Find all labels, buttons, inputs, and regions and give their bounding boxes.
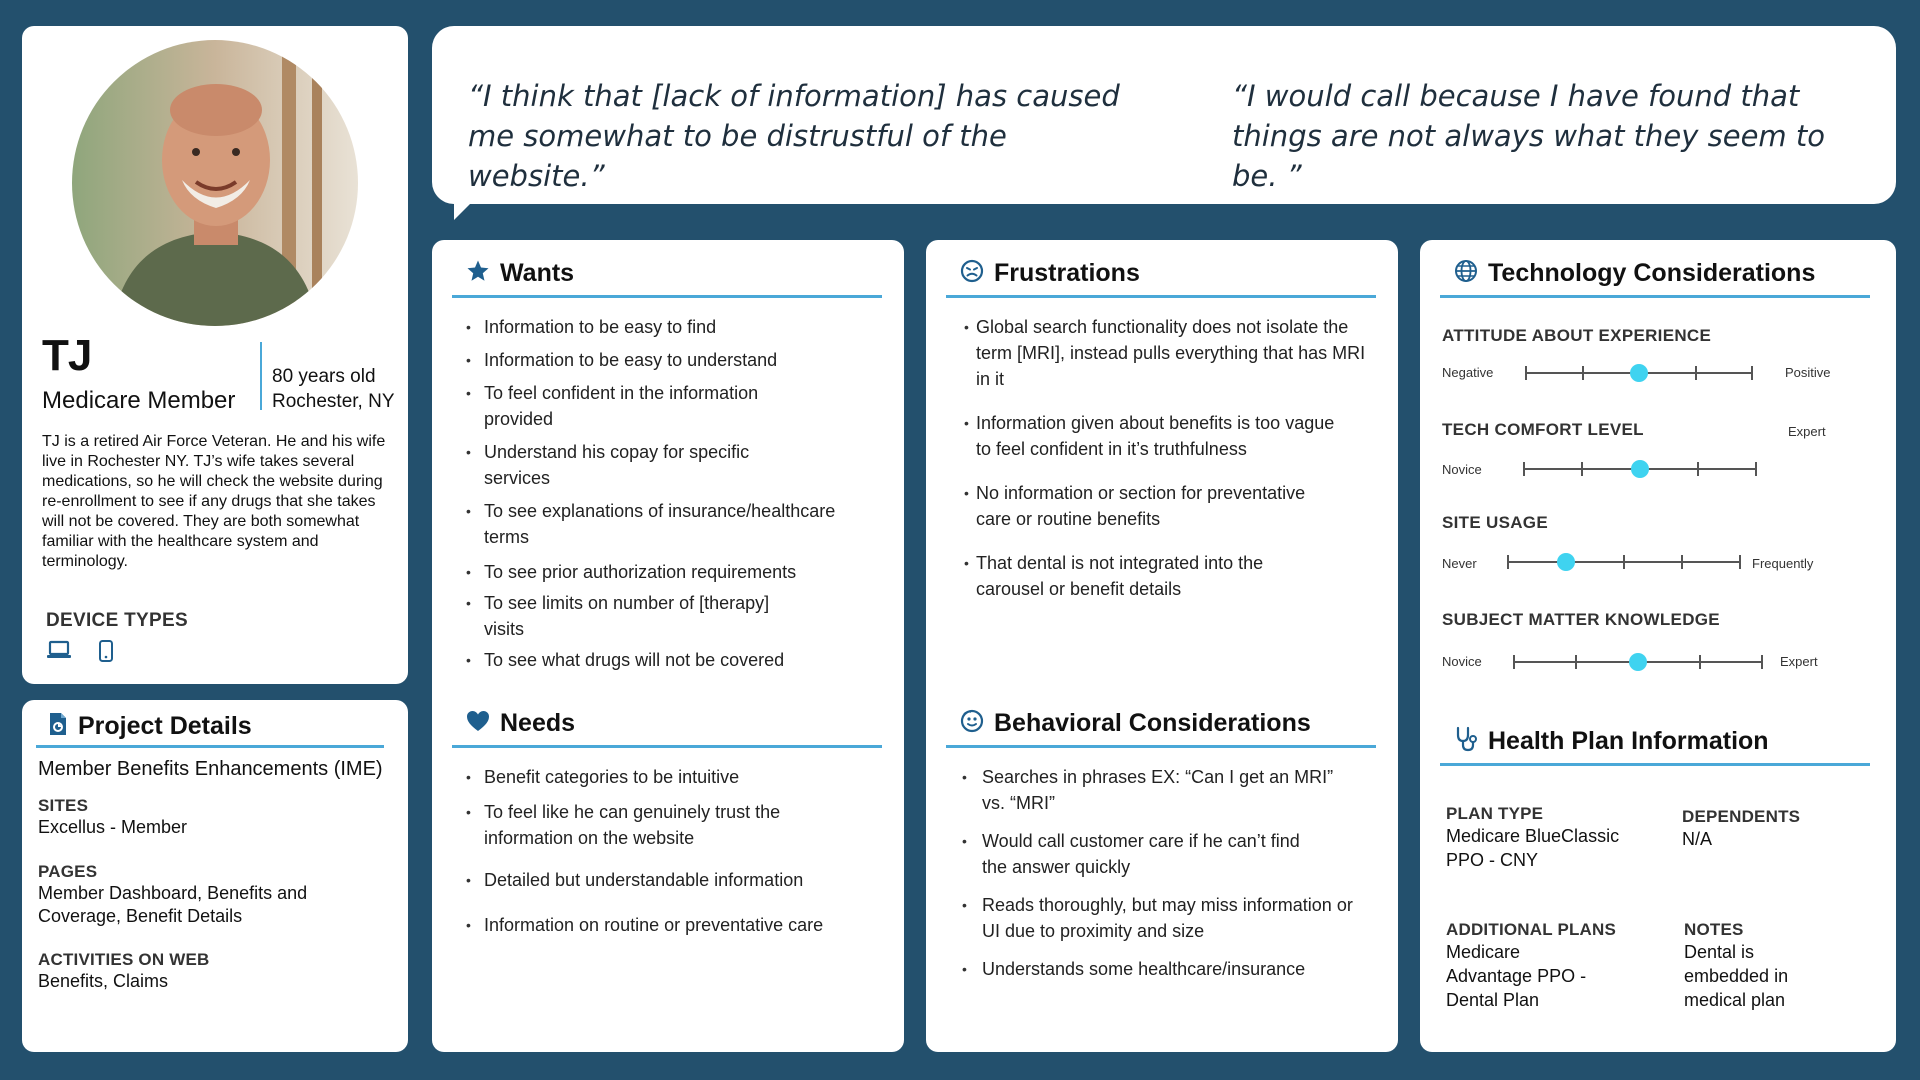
scale-tick [1695, 366, 1697, 380]
project-details-title: Project Details [78, 712, 252, 740]
needs-list [466, 764, 876, 938]
brain-face-icon [960, 709, 984, 738]
wants-list [466, 314, 876, 673]
technology-header [1440, 252, 1870, 298]
health-plan-header [1440, 720, 1870, 766]
pages-value: Member Dashboard, Benefits and Coverage, Benefit Details [38, 883, 308, 926]
list-item: • To feel like he can genuinely trust the information on the website [466, 799, 806, 851]
dependents-value: N/A [1682, 829, 1713, 849]
device-types-title: DEVICE TYPES [46, 610, 188, 631]
list-item: • Global search functionality does not isolate the term [MRI], instead pulls everything that has MRI in it [964, 314, 1384, 392]
list-item: • To see what drugs will not be covered [466, 647, 876, 673]
sites-value: Excellus - Member [38, 817, 188, 837]
behavioral-title: Behavioral Considerations [994, 709, 1311, 737]
knowledge-min-label: Novice [1442, 654, 1482, 669]
usage-max-label: Frequently [1752, 556, 1814, 571]
comfort-label: TECH COMFORT LEVEL [1442, 420, 1644, 439]
persona-bio: TJ is a retired Air Force Veteran. He and his wife live in Rochester NY. TJ’s wife takes several medications, so he will check the website during re-enrollment to see if any drugs that she takes will not be covered. They are both somewhat familiar with the healthcare system and terminology. [42, 433, 386, 570]
list-item: • No information or section for preventative care or routine benefits [964, 480, 1344, 532]
scale-tick [1513, 655, 1515, 669]
wants-header [452, 252, 882, 298]
list-item: • Would call customer care if he can’t find the answer quickly [962, 828, 1322, 880]
list-item: • That dental is not integrated into the carousel or benefit details [964, 550, 1324, 602]
plan-type-block [1446, 804, 1636, 872]
frustrations-list [964, 314, 1384, 602]
additional-plans-block [1446, 920, 1646, 1012]
scale-tick [1761, 655, 1763, 669]
quote-2: “I would call because I have found that things are not always what they seem to be. ” [1232, 79, 1825, 193]
list-item: • To see explanations of insurance/healthcare terms [466, 498, 876, 550]
list-item: • To feel confident in the information provided [466, 380, 796, 432]
notes-block [1684, 920, 1814, 1012]
persona-location: Rochester, NY [272, 391, 395, 412]
technology-health-card [1420, 240, 1896, 1052]
behavioral-header [946, 702, 1376, 748]
attitude-scale [1526, 363, 1752, 383]
additional-plans-label: ADDITIONAL PLANS [1446, 920, 1617, 939]
persona-name: TJ [42, 331, 92, 380]
scale-tick [1681, 555, 1683, 569]
sites-label: SITES [38, 796, 89, 815]
scale-tick [1699, 655, 1701, 669]
list-item: • Information on routine or preventative care [466, 912, 876, 938]
behavioral-list [962, 764, 1372, 982]
additional-plans-value: Medicare Advantage PPO - Dental Plan [1446, 942, 1587, 1010]
scale-value-marker [1631, 460, 1649, 478]
scale-value-marker [1629, 653, 1647, 671]
comfort-max-label: Expert [1788, 424, 1826, 439]
frustrations-header [946, 252, 1376, 298]
frown-face-icon [960, 259, 984, 288]
attitude-max-label: Positive [1785, 365, 1831, 380]
knowledge-scale [1514, 652, 1762, 672]
usage-scale [1508, 552, 1740, 572]
project-name: Member Benefits Enhancements (IME) [38, 758, 383, 780]
globe-icon [1454, 259, 1478, 288]
scale-tick [1755, 462, 1757, 476]
needs-header [452, 702, 882, 748]
persona-photo [72, 40, 358, 326]
scale-value-marker [1630, 364, 1648, 382]
notes-value: Dental is embedded in medical plan [1684, 942, 1789, 1010]
speech-bubble-tail [454, 200, 474, 220]
persona-demographics [272, 364, 395, 414]
scale-tick [1523, 462, 1525, 476]
star-icon [466, 259, 490, 288]
list-item: • Understands some healthcare/insurance [962, 956, 1372, 982]
heart-icon [466, 710, 490, 737]
list-item: • Benefit categories to be intuitive [466, 764, 876, 790]
attitude-min-label: Negative [1442, 365, 1494, 380]
list-item: • To see limits on number of [therapy] visits [466, 590, 806, 642]
pages-label: PAGES [38, 862, 98, 881]
dependents-label: DEPENDENTS [1682, 807, 1801, 826]
scale-tick [1581, 462, 1583, 476]
list-item: • Information to be easy to find [466, 314, 876, 340]
list-item: • Searches in phrases EX: “Can I get an MRI” vs. “MRI” [962, 764, 1342, 816]
frustrations-behavioral-card [926, 240, 1398, 1052]
needs-title: Needs [500, 709, 576, 737]
scale-tick [1739, 555, 1741, 569]
list-item: • Information given about benefits is too vague to feel confident in it’s truthfulness [964, 410, 1344, 462]
scale-tick [1751, 366, 1753, 380]
scale-value-marker [1557, 553, 1575, 571]
activities-block [38, 950, 388, 993]
mobile-phone-icon [98, 640, 114, 667]
comfort-scale [1524, 459, 1756, 479]
scale-tick [1623, 555, 1625, 569]
frustrations-title: Frustrations [994, 259, 1140, 287]
quote-banner [432, 26, 1896, 204]
scale-tick [1507, 555, 1509, 569]
usage-label: SITE USAGE [1442, 513, 1548, 532]
persona-profile-card [22, 26, 408, 684]
usage-min-label: Never [1442, 556, 1477, 571]
wants-needs-card [432, 240, 904, 1052]
knowledge-max-label: Expert [1780, 654, 1818, 669]
plan-type-value: Medicare BlueClassic PPO - CNY [1446, 826, 1620, 870]
list-item: • To see prior authorization requirements [466, 559, 876, 585]
project-details-card [22, 700, 408, 1052]
plan-type-label: PLAN TYPE [1446, 804, 1544, 823]
list-item: • Understand his copay for specific services [466, 439, 796, 491]
sites-block [38, 796, 388, 839]
list-item: • Detailed but understandable information [466, 867, 876, 893]
document-icon [48, 712, 68, 741]
scale-tick [1525, 366, 1527, 380]
divider [260, 342, 262, 410]
project-details-header [36, 708, 384, 748]
list-item: • Reads thoroughly, but may miss information or UI due to proximity and size [962, 892, 1362, 944]
stethoscope-icon [1454, 726, 1478, 757]
activities-label: ACTIVITIES ON WEB [38, 950, 210, 969]
activities-value: Benefits, Claims [38, 971, 169, 991]
dependents-block [1682, 807, 1872, 851]
laptop-icon [46, 640, 72, 667]
attitude-label: ATTITUDE ABOUT EXPERIENCE [1442, 326, 1712, 345]
persona-role: Medicare Member [42, 387, 236, 414]
persona-age: 80 years old [272, 366, 376, 387]
comfort-min-label: Novice [1442, 462, 1482, 477]
scale-tick [1697, 462, 1699, 476]
device-icons [46, 640, 114, 667]
scale-tick [1575, 655, 1577, 669]
scale-tick [1582, 366, 1584, 380]
list-item: • Information to be easy to understand [466, 347, 876, 373]
technology-title: Technology Considerations [1488, 259, 1816, 287]
wants-title: Wants [500, 259, 575, 287]
pages-block [38, 862, 388, 928]
knowledge-label: SUBJECT MATTER KNOWLEDGE [1442, 610, 1720, 629]
notes-label: NOTES [1684, 920, 1744, 939]
quote-1: “I think that [lack of information] has caused me somewhat to be distrustful of the website.” [468, 79, 1120, 193]
health-plan-title: Health Plan Information [1488, 727, 1769, 755]
